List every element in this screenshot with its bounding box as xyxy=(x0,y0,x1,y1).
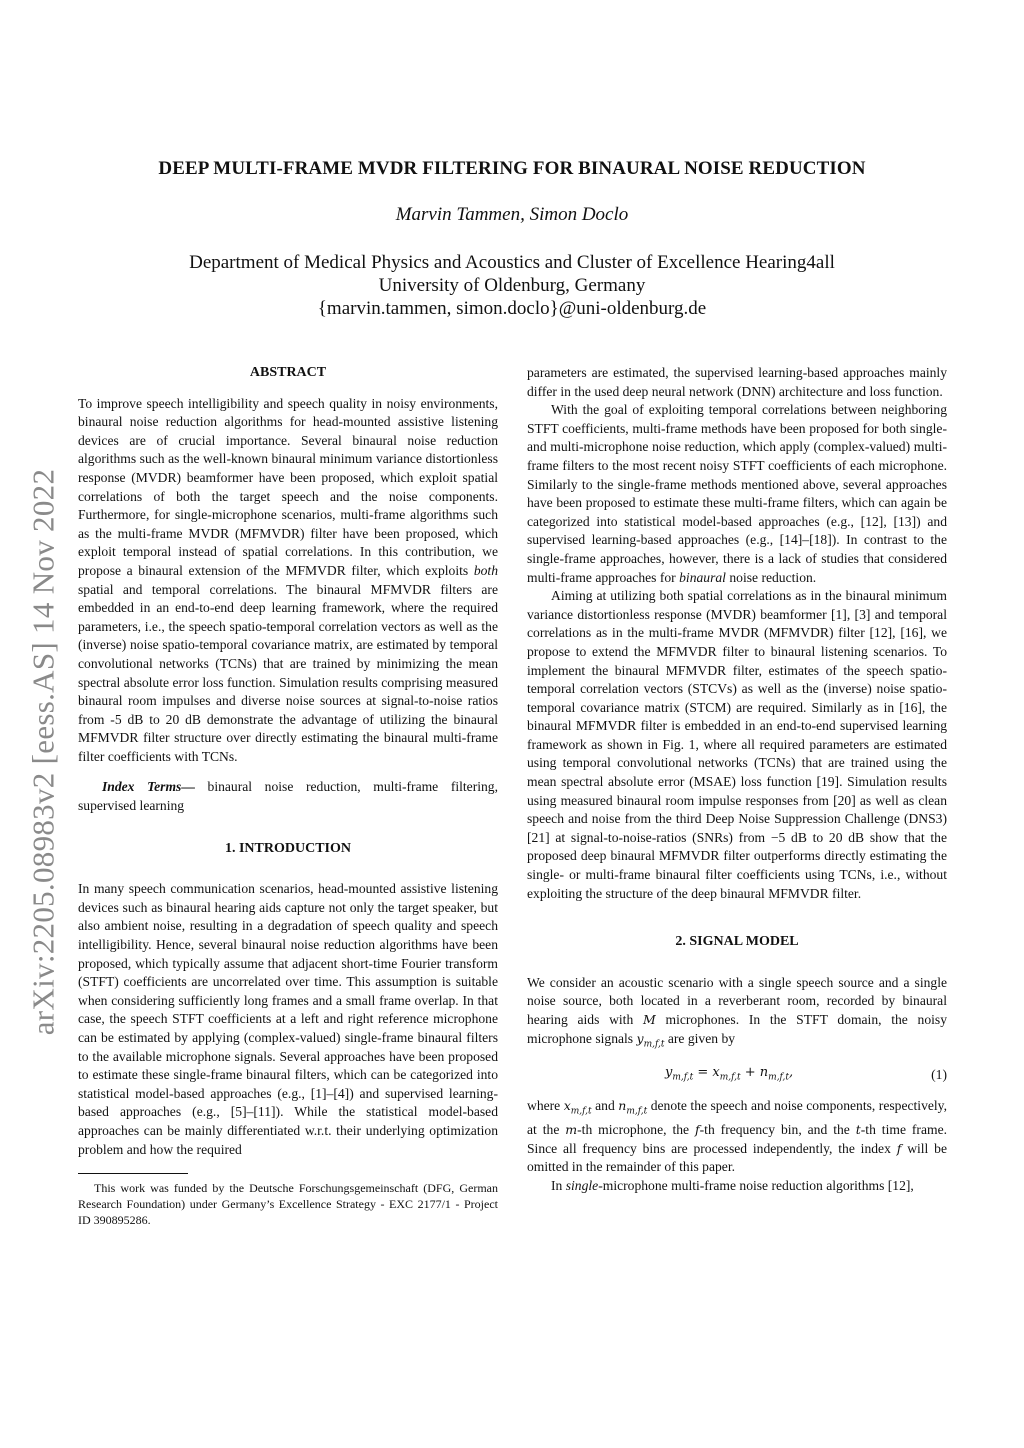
signal-model-heading: 2. SIGNAL MODEL xyxy=(675,934,799,950)
sm-p3-a: In xyxy=(551,1177,563,1193)
signal-model-text-c: are given by xyxy=(667,1030,736,1046)
abstract-heading: ABSTRACT xyxy=(249,365,327,380)
symbol-f: f xyxy=(695,1121,700,1137)
equation-1 xyxy=(527,1064,947,1087)
equation-body: $y_{m,f,t} = x_{m,f,t} + n_{m,f,t}$, xyxy=(664,1064,794,1083)
right-paragraph-2 xyxy=(527,401,947,587)
right-paragraph-1: parameters are estimated, the supervised learning-based approaches mainly differ in the used deep neural network (DNN) architecture and loss function. xyxy=(527,365,947,399)
abstract-text xyxy=(78,395,498,767)
footnote: This work was funded by the Deutsche Forschungsgemeinschaft (DFG, German Research Foundation) under Germany’s Excellence Strategy - EXC 2177/1 - Project ID 390895286. xyxy=(78,1181,498,1228)
symbol-n-base: n xyxy=(618,1097,627,1113)
symbol-m: m xyxy=(565,1121,578,1137)
eq-x: x xyxy=(712,1064,720,1080)
intro-paragraph-1: In many speech communication scenarios, head-mounted assistive listening devices such as binaural hearing aids capture not only the target speaker, but also ambient noise, resulting in a degradation of speech quality and speech intelligibility. Hence, several binaural noise reduction algorithms have been proposed, which typically assume that adjacent short-time Fourier transform (STFT) coefficients are uncorrelated over time. This assumption is suitable when considering sufficiently long frames and a small frame overlap. In that case, the speech STFT coefficients at a left and right reference microphone can be estimated by applying (complex-valued) single-frame binaural filters to the available microphone signals. Several approaches have been proposed to estimate these single-frame binaural filters, which can be categorized into statistical model-based approaches (e.g., [1]–[4]) and supervised learning-based approaches (e.g., [5]–[11]). While the statistical model-based approaches can be mainly differentiated w.r.t. their underlying optimization problem and how the required xyxy=(78,881,498,1157)
sm-p2-e: -th frequency bin, and the xyxy=(699,1121,850,1137)
signal-model-paragraph-2 xyxy=(527,1097,947,1177)
abstract-text-part-2: spatial and temporal correlations. The binaural MFMVDR filters are embedded in an end-to-end deep learning framework, where the required parameters, i.e., the speech spatio-temporal correlation vectors as well as the (inverse) noise spatio-temporal covariance matrix, are estimated by temporal convolutional networks (TCNs) that are trained by minimizing the mean spectral absolute error loss function. Simulation results comprising measured binaural room impulses and diverse noise sources at signal-to-noise ratios from -5 dB to 20 dB demonstrate the advantage of utilizing the binaural MFMVDR filter structure over directly estimating the binaural multi-frame filter coefficients with TCNs. xyxy=(78,581,498,764)
eq-y-sub: m,f,t xyxy=(672,1072,694,1083)
signal-model-text-b: microphones. In the STFT domain, the noisy microphone signals xyxy=(527,1012,948,1046)
sm-p3-emphasis: single xyxy=(565,1177,599,1193)
eq-n-sub: m,f,t xyxy=(768,1072,790,1083)
footnote-divider xyxy=(78,1173,188,1174)
affiliation-emails: {marvin.tammen, simon.doclo}@uni-oldenburg.de xyxy=(317,298,707,319)
sm-p2-g: -th time frame. Since all frequency bins are processed independently, the index xyxy=(527,1121,947,1156)
symbol-n xyxy=(618,1097,648,1117)
left-column xyxy=(78,364,498,1228)
index-terms xyxy=(78,778,498,815)
index-terms-label: Index Terms— xyxy=(102,779,195,795)
signal-model-paragraph-3 xyxy=(527,1177,947,1196)
symbol-x xyxy=(563,1097,592,1117)
symbol-y-sub: m,f,t xyxy=(643,1039,665,1050)
right-paragraph-2-emphasis: binaural xyxy=(679,569,726,585)
index-terms-text: binaural noise reduction, multi-frame filtering, supervised learning xyxy=(78,779,499,814)
symbol-M: M xyxy=(642,1012,656,1027)
symbol-y xyxy=(636,1030,665,1050)
sm-p3-b: -microphone multi-frame noise reduction algorithms [12], xyxy=(598,1177,914,1193)
right-paragraph-3: Aiming at utilizing both spatial correlations as in the binaural minimum variance distortionless response (MVDR) beamformer [1], [3] and temporal correlations as in the multi-frame MVDR (MFMVDR) filter [12], [16], we propose to extend the MFMVDR filter to binaural listening scenarios. To implement the binaural MFMVDR filter, estimates of the speech spatio-temporal correlation vectors (STCVs) as well as the (inverse) noise spatio-temporal covariance matrix (STCM) are required. Similarly as in [16], the binaural MFMVDR filter is embedded in an end-to-end supervised learning framework as shown in Fig. 1, where all required parameters are estimated using temporal convolutional networks (TCNs) that are trained using the mean spectral absolute error (MSAE) loss function [19]. Simulation results using measured binaural room impulse responses from [20] as well as clean speech and noise from the third Deep Noise Suppression Challenge (DNS3) [21] at signal-to-noise-ratios (SNRs) from −5 dB to 20 dB show that the proposed deep binaural MFMVDR filter outperforms directly estimating the single- or multi-frame binaural filter coefficients using TCNs, i.e., without exploiting the structure of the deep binaural MFMVDR filter. xyxy=(527,588,947,901)
symbol-y-base: y xyxy=(636,1030,644,1046)
signal-model-text-a: We consider an acoustic scenario with a single speech source and a single noise source, both located in a reverberant room, recorded by binaural hearing aids with xyxy=(527,974,947,1027)
right-column xyxy=(527,364,947,1195)
sm-p2-d: -th microphone, the xyxy=(577,1121,690,1137)
sm-p2-h: will be omitted in the remainder of this paper. xyxy=(527,1140,947,1175)
affiliation-line-2: University of Oldenburg, Germany xyxy=(378,275,646,296)
paper-authors: Marvin Tammen, Simon Doclo xyxy=(395,204,629,225)
paper-title: DEEP MULTI-FRAME MVDR FILTERING FOR BINAURAL NOISE REDUCTION xyxy=(158,158,866,179)
symbol-n-sub: m,f,t xyxy=(626,1106,648,1117)
sm-p2-c: denote the speech and noise components, respectively, at the xyxy=(527,1097,947,1137)
right-paragraph-2-text: With the goal of exploiting temporal correlations between neighboring STFT coefficients, multi-frame methods have been proposed for both single- and multi-microphone noise reduction, which apply (complex-valued) multi-frame filters to the most recent noisy STFT coefficients of each microphone. Similarly to the single-frame methods mentioned above, several approaches have been proposed to estimate these multi-frame filters, which can again be categorized into statistical model-based approaches (e.g., [12], [13]) and supervised learning-based approaches (e.g., [14]–[18]). In contrast to the single-frame approaches, however, there is a lack of studies that considered multi-frame approaches for xyxy=(527,402,947,585)
signal-model-paragraph-1 xyxy=(527,974,947,1054)
sm-p2-a: where xyxy=(527,1097,561,1113)
symbol-x-sub: m,f,t xyxy=(570,1106,592,1117)
equation-number: (1) xyxy=(931,1066,947,1082)
right-paragraph-2-end: noise reduction. xyxy=(729,569,817,585)
eq-x-sub: m,f,t xyxy=(719,1072,741,1083)
intro-heading: 1. INTRODUCTION xyxy=(224,840,351,856)
symbol-x-base: x xyxy=(563,1097,571,1113)
symbol-f-2: f xyxy=(896,1140,902,1156)
affiliation-block xyxy=(0,251,1024,320)
eq-n: n xyxy=(759,1064,769,1080)
affiliation-line-1: Department of Medical Physics and Acoustics and Cluster of Excellence Hearing4all xyxy=(189,252,835,273)
abstract-text-part-1: To improve speech intelligibility and speech quality in noisy environments, binaural noise reduction algorithms for head-mounted assistive listening devices are of crucial importance. Several binaural noise reduction algorithms such as the well-known binaural minimum variance distortionless response (MVDR) beamformer have been proposed, which exploit spatial correlations of both the target speech and the noise components. Furthermore, for single-microphone scenarios, multi-frame algorithms such as the multi-frame MVDR (MFMVDR) filter have been proposed, which exploit temporal instead of spatial correlations. In this contribution, we propose a binaural extension of the MFMVDR filter, which exploits xyxy=(78,395,498,578)
eq-y: y xyxy=(664,1064,673,1080)
abstract-emphasis: both xyxy=(473,562,498,578)
arxiv-stamp: arXiv:2205.08983v2 [eess.AS] 14 Nov 2022 xyxy=(25,468,61,1036)
sm-p2-b: and xyxy=(595,1097,615,1113)
symbol-t: t xyxy=(855,1121,861,1137)
arxiv-sidebar xyxy=(22,432,64,1072)
